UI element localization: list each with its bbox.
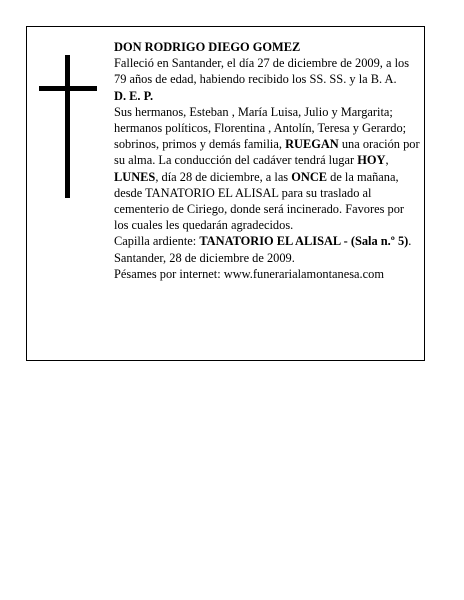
funeral-text-2: , día 28 de diciembre, a las	[155, 169, 292, 184]
ruegan-text: RUEGAN	[285, 137, 339, 152]
dep-line: D. E. P.	[114, 88, 154, 103]
cross-horizontal-bar	[39, 86, 97, 91]
hoy-text: HOY	[357, 153, 386, 168]
chapel-label: Capilla ardiente:	[114, 234, 200, 249]
funeral-text-3: de la mañana, desde TANATORIO EL ALISAL para su traslado al cementerio de Ciriego, donde será incinerado. Favores por los cuales les quedarán agradecidos.	[114, 169, 405, 233]
once-text: ONCE	[291, 169, 328, 184]
funeral-text-1: una oración por su alma. La conducción del cadáver tendrá lugar	[114, 137, 420, 168]
condolences-line: Pésames por internet: www.funerarialamontanesa.com	[114, 266, 384, 281]
obituary-notice	[26, 26, 425, 361]
death-info: Falleció en Santander, el día 27 de diciembre de 2009, a los 79 años de edad, habiendo recibido los SS. SS. y la B. A.	[114, 56, 410, 87]
cross-icon	[39, 55, 97, 198]
comma-text: ,	[385, 153, 389, 168]
chapel-line	[114, 233, 420, 249]
place-date: Santander, 28 de diciembre de 2009.	[114, 250, 295, 265]
cross-vertical-bar	[65, 55, 70, 198]
family-list: Sus hermanos, Esteban , María Luisa, Julio y Margarita; hermanos políticos, Florentina , Antolín, Teresa y Gerardo; sobrinos, primos y demás familia,	[114, 104, 407, 152]
family-paragraph	[114, 104, 420, 234]
deceased-name: DON RODRIGO DIEGO GOMEZ	[114, 40, 301, 54]
chapel-end: .	[408, 234, 412, 249]
lunes-text: LUNES	[114, 169, 156, 184]
chapel-value: TANATORIO EL ALISAL - (Sala n.º 5)	[199, 234, 409, 249]
notice-text	[114, 39, 420, 282]
